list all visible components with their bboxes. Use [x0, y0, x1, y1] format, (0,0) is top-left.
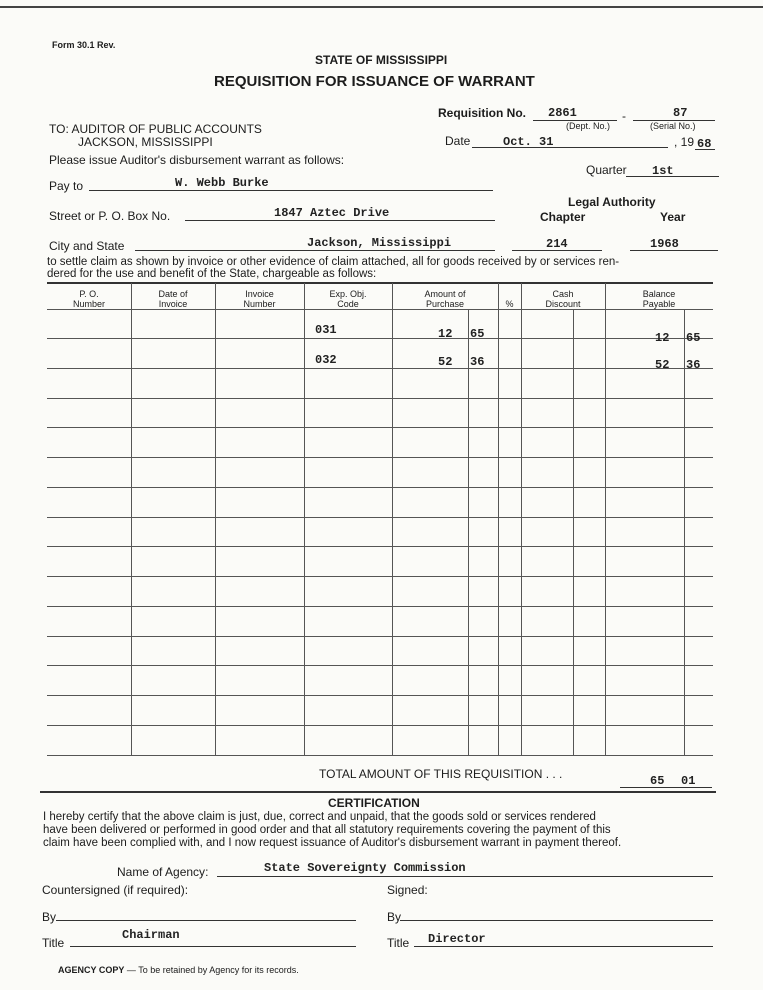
row2-balance-cents: 36 [686, 358, 701, 372]
total-cents: 01 [681, 774, 696, 788]
countersigned-label: Countersigned (if required): [42, 883, 189, 897]
col-balance: Balance Payable [642, 289, 676, 309]
street-label: Street or P. O. Box No. [49, 209, 171, 223]
cert-line-2: have been delivered or performed in good order and that all statutory requirements covering the payment of this [43, 824, 611, 836]
quarter-value: 1st [652, 164, 674, 178]
city-value: Jackson, Mississippi [307, 236, 452, 250]
serial-caption: (Serial No.) [650, 121, 696, 131]
date-label: Date [445, 134, 471, 148]
top-edge [0, 6, 763, 8]
chapter-label: Chapter [540, 210, 586, 224]
row1-code: 031 [315, 323, 337, 337]
title-left-line [70, 946, 356, 947]
title-right-value: Director [428, 932, 486, 946]
row2-code: 032 [315, 353, 337, 367]
col-pct: % [505, 299, 514, 309]
by-left-line [56, 920, 356, 921]
date-line [472, 147, 668, 148]
col-po: P. O. Number [72, 289, 105, 309]
by-left-label: By [42, 910, 57, 924]
legal-authority-label: Legal Authority [568, 195, 656, 209]
total-label: TOTAL AMOUNT OF THIS REQUISITION . . . [319, 767, 563, 781]
city-label: City and State [49, 239, 125, 253]
row2-amount-dollars: 52 [438, 355, 453, 369]
dept-no: 2861 [548, 106, 577, 120]
settle-text-1: to settle claim as shown by invoice or other evidence of claim attached, all for goods received by or services ren- [47, 256, 620, 268]
city-line [135, 250, 495, 251]
year-prefix: 19 [680, 135, 695, 149]
la-year-value: 1968 [650, 237, 679, 251]
year-label: Year [660, 210, 686, 224]
cert-line-1: I hereby certify that the above claim is just, due, correct and unpaid, that the goods sold or services rendered [43, 811, 596, 823]
agency-value: State Sovereignty Commission [264, 861, 466, 875]
agency-line [217, 876, 713, 877]
col-amount: Amount of Purchase [424, 289, 466, 309]
settle-text-2: dered for the use and benefit of the State, chargeable as follows: [47, 268, 377, 280]
year-value: 68 [697, 137, 712, 151]
form-number: Form 30.1 Rev. [52, 40, 116, 50]
by-right-line [400, 920, 713, 921]
row1-balance-cents: 65 [686, 331, 701, 345]
serial-no: 87 [673, 106, 688, 120]
certification-title: CERTIFICATION [328, 796, 420, 810]
requisition-label: Requisition No. [438, 106, 526, 120]
quarter-label: Quarter [586, 163, 627, 177]
title-right-line [414, 946, 713, 947]
dept-caption: (Dept. No.) [566, 121, 611, 131]
row2-amount-cents: 36 [470, 355, 485, 369]
pay-to-value: W. Webb Burke [175, 176, 269, 190]
pay-to-label: Pay to [49, 179, 84, 193]
to-line-3: Please issue Auditor's disbursement warrant as follows: [49, 153, 345, 167]
street-line [185, 220, 495, 221]
title-left-value: Chairman [122, 928, 180, 942]
col-cash: Cash Discount [545, 289, 581, 309]
chapter-value: 214 [546, 237, 568, 251]
page-title: REQUISITION FOR ISSUANCE OF WARRANT [214, 73, 535, 90]
state-heading: STATE OF MISSISSIPPI [315, 53, 448, 67]
row1-amount-dollars: 12 [438, 327, 453, 341]
agency-label: Name of Agency: [117, 865, 209, 879]
title-left-label: Title [42, 936, 65, 950]
to-line-1: TO: AUDITOR OF PUBLIC ACCOUNTS [49, 122, 262, 136]
footer-note: AGENCY COPY — To be retained by Agency for its records. [58, 965, 299, 975]
street-value: 1847 Aztec Drive [274, 206, 390, 220]
col-exp: Exp. Obj. Code [329, 289, 367, 309]
by-right-label: By [387, 910, 402, 924]
total-dollars: 65 [650, 774, 665, 788]
signed-label: Signed: [387, 883, 428, 897]
row2-balance-dollars: 52 [655, 358, 670, 372]
cert-line-3: claim have been complied with, and I now request issuance of Auditor's disbursement warrant in payment thereof. [43, 837, 622, 849]
pay-to-line [89, 190, 493, 191]
col-date: Date of Invoice [158, 289, 188, 309]
row1-amount-cents: 65 [470, 327, 485, 341]
date-value: Oct. 31 [503, 135, 554, 149]
title-right-label: Title [387, 936, 410, 950]
row1-balance-dollars: 12 [655, 331, 670, 345]
col-invoice: Invoice Number [243, 289, 276, 309]
to-line-2: JACKSON, MISSISSIPPI [78, 135, 213, 149]
